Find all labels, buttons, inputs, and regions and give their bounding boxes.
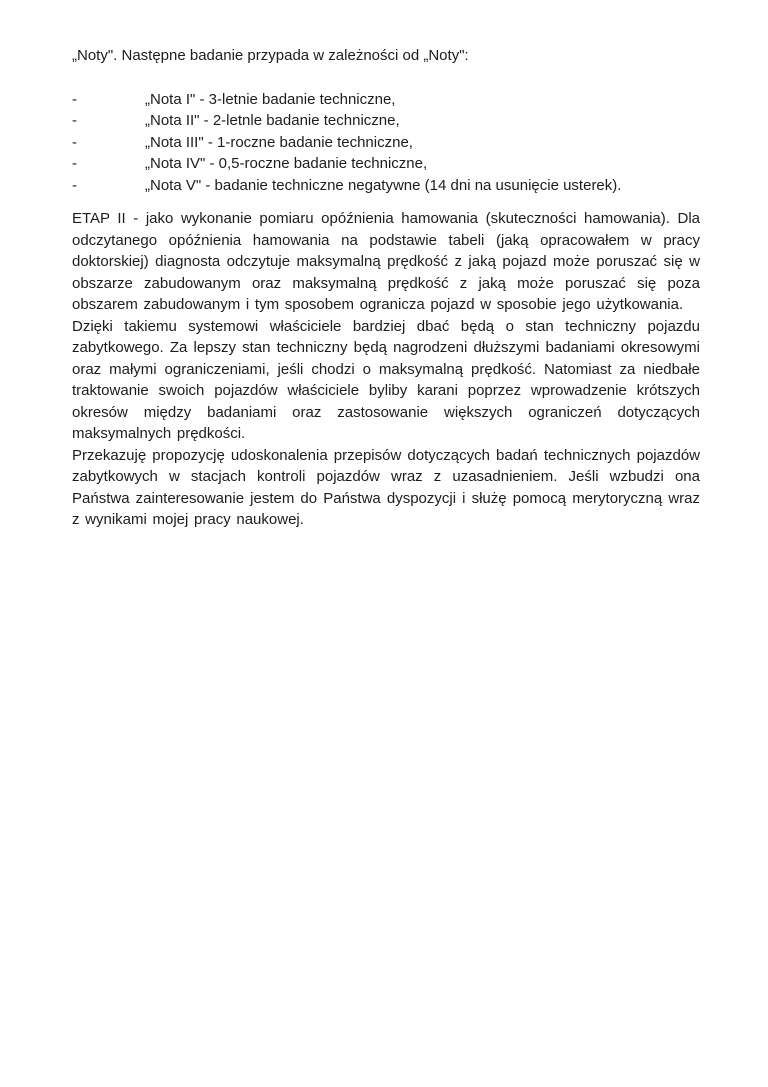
paragraph-dzieki-systemowi: Dzięki takiemu systemowi właściciele bardziej dbać będą o stan techniczny pojazdu zabytkowego. Za lepszy stan techniczny będą nagrodzeni dłuższymi badaniami okresowymi oraz małymi ograniczeniami, jeśli chodzi o maksymalną prędkość. Natomiast za niedbałe traktowanie swoich pojazdów właściciele byliby karani poprzez wprowadzenie krótszych okresów między badaniami oraz zastosowanie większych ograniczeń dotyczących maksymalnych prędkości. <box>72 317 700 442</box>
list-item-marker: - <box>72 176 77 194</box>
list-item-text: „Nota I" - 3-letnie badanie techniczne, <box>145 90 396 108</box>
list-item-text: „Nota IV" - 0,5-roczne badanie techniczne, <box>145 155 428 172</box>
paragraph-etap-ii: ETAP II - jako wykonanie pomiaru opóźnienia hamowania (skuteczności hamowania). Dla odczytanego opóźnienia hamowania na podstawie tabeli (jaką opracowałem w pracy doktorskiej) diagnosta odczytuje maksymalną prędkość z jaką pojazd może poruszać się w obszarze zabudowanym oraz maksymalną prędkość z jaką może poruszać się poza obszarem zabudowanym i tym sposobem ogranicza pojazd w sposobie jego użytkowania. <box>72 210 700 313</box>
list-item <box>72 175 700 197</box>
intro-line: „Noty". Następne badanie przypada w zależności od „Noty": <box>72 47 469 64</box>
list-item <box>72 153 700 175</box>
list-item-marker: - <box>72 155 77 172</box>
list-item-text: „Nota II" - 2-letnle badanie techniczne, <box>145 112 400 129</box>
list-item-marker: - <box>72 90 77 108</box>
list-item-marker: - <box>72 133 77 151</box>
list-item <box>72 110 700 132</box>
list-item-text: „Nota III" - 1-roczne badanie techniczne, <box>145 133 413 151</box>
list-item <box>72 89 700 111</box>
list-item <box>72 132 700 154</box>
list-item-text: „Nota V" - badanie techniczne negatywne (14 dni na usunięcie usterek). <box>145 176 622 194</box>
nota-list <box>72 89 700 197</box>
paragraph-przekazuje-propozycje: Przekazuję propozycję udoskonalenia przepisów dotyczących badań technicznych pojazdów zabytkowych w stacjach kontroli pojazdów wraz z uzasadnieniem. Jeśli wzbudzi ona Państwa zainteresowanie jestem do Państwa dyspozycji i służę pomocą merytoryczną wraz z wynikami mojej pracy naukowej. <box>72 446 700 528</box>
list-item-marker: - <box>72 112 77 129</box>
body-paragraphs <box>72 208 700 531</box>
